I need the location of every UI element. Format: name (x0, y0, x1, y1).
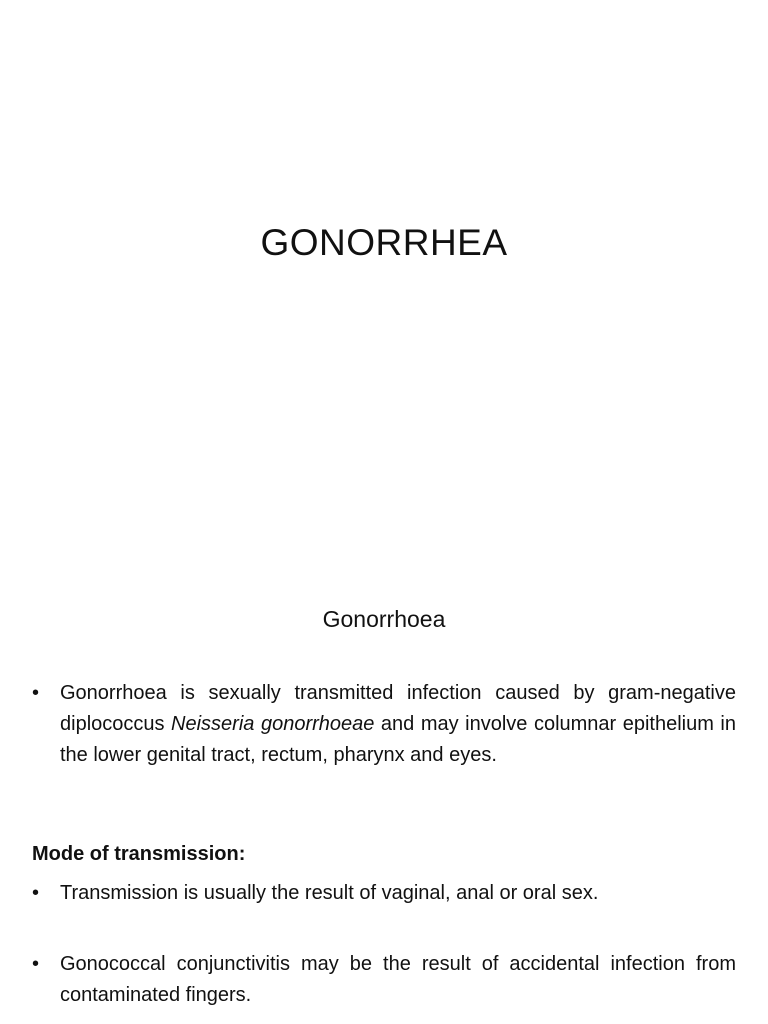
bullet-text-end: and may involve columnar epithelium in the lower genital tract, rectum, pharynx and eyes. (60, 713, 737, 766)
main-title: GONORRHEA (260, 222, 508, 263)
section-heading: Mode of transmission: (32, 843, 246, 865)
bullet-text: Transmission is usually the result of vaginal, anal or oral sex. (60, 882, 599, 904)
organism-name: Neisseria gonorrhoeae (171, 713, 375, 735)
bullet-text: Gonococcal conjunctivitis may be the result of accidental infection from contaminated fingers. (60, 953, 736, 1006)
bullet-icon: • (32, 953, 40, 975)
slide-content (0, 576, 768, 1024)
bullet-item-definition (32, 678, 736, 771)
slide-heading: Gonorrhoea (322, 606, 446, 632)
bullet-text (60, 678, 736, 771)
bullet-item-conjunctivitis (32, 949, 736, 1011)
bullet-icon: • (32, 682, 40, 704)
bullet-icon: • (32, 882, 40, 904)
bullet-item-transmission (32, 878, 736, 909)
bullet-text-start: Gonorrhoea is sexually transmitted infection caused by gram-negative diplococcus (60, 682, 736, 735)
